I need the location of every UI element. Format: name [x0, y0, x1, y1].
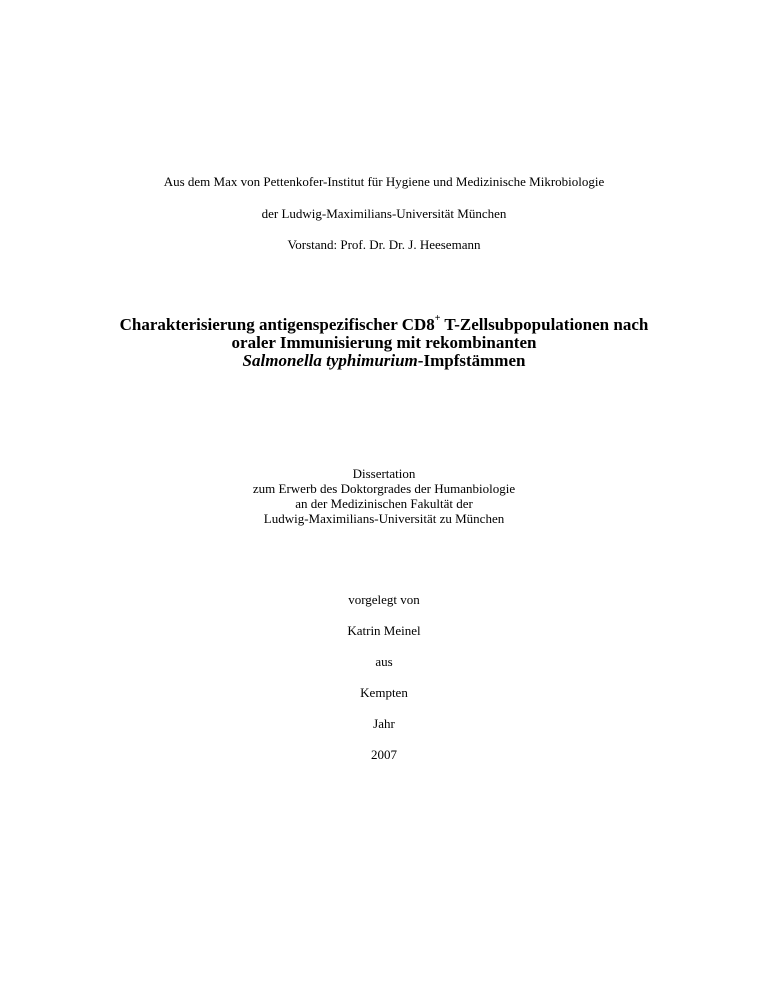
thesis-title-line-3: [0, 351, 768, 370]
year-value: 2007: [371, 747, 397, 762]
institute-line: Aus dem Max von Pettenkofer-Institut für Hygiene und Medizinische Mikrobiologie: [163, 174, 605, 189]
university-full-line: Ludwig-Maximilians-Universität zu München: [263, 511, 505, 526]
author-name: Katrin Meinel: [347, 623, 421, 638]
from-label: aus: [375, 654, 393, 669]
dissertation-label: Dissertation: [352, 466, 416, 481]
director-line: Vorstand: Prof. Dr. Dr. J. Heesemann: [287, 237, 481, 252]
university-line: der Ludwig-Maximilians-Universität München: [261, 206, 507, 221]
thesis-title-line-2: oraler Immunisierung mit rekombinanten: [231, 333, 537, 352]
faculty-line: an der Medizinischen Fakultät der: [295, 496, 473, 511]
organism-name: Salmonella typhimurium: [242, 351, 418, 370]
title-line-3-rest: -Impfstämmen: [417, 351, 526, 370]
hometown: Kempten: [360, 685, 408, 700]
title-superscript: +: [434, 313, 441, 325]
presented-by-label: vorgelegt von: [348, 592, 420, 607]
thesis-title-line-1: [0, 315, 768, 334]
degree-line: zum Erwerb des Doktorgrades der Humanbiologie: [252, 481, 516, 496]
title-text-part-1: Charakterisierung antigenspezifischer CD8: [119, 315, 435, 334]
title-text-part-2: T-Zellsubpopulationen nach: [440, 315, 649, 334]
year-label: Jahr: [373, 716, 395, 731]
